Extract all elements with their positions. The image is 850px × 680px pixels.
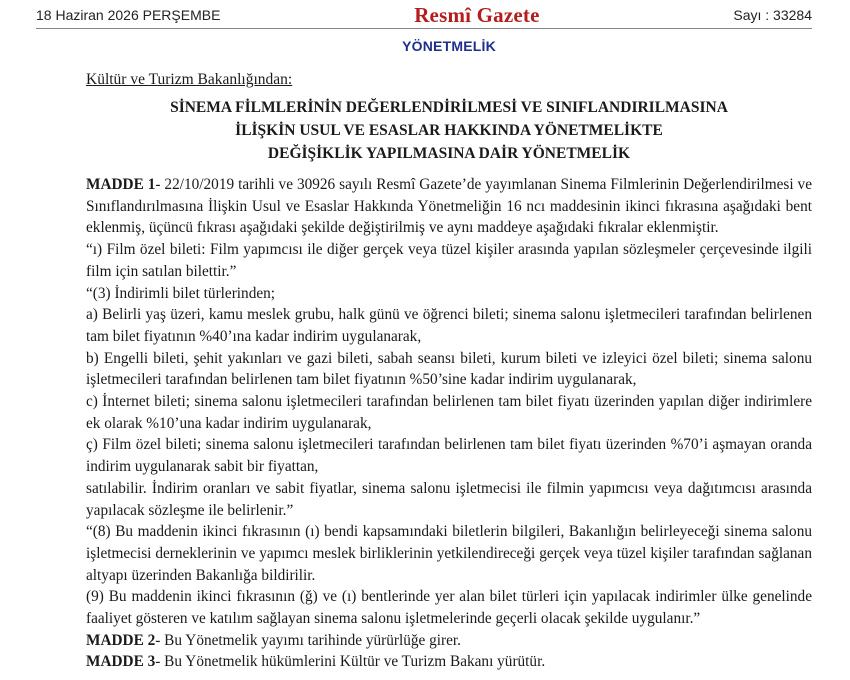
paragraph: “(3) İndirimli bilet türlerinden; <box>86 284 276 302</box>
article-text: - Bu Yönetmelik yayımı tarihinde yürürlüğe girer. <box>155 631 461 649</box>
paragraph: “(8) Bu maddenin ikinci fıkrasının (ı) bendi kapsamındaki biletlerin bilgileri, Bakanlığın belirleyeceği sinema salonu işletmecisi derneklerinin ve yapımcı meslek birliklerinin yetkilendireceği gerçek veya tüzel kişiler tarafından sağlanan altyapı üzerinden Bakanlığa bildirilir. <box>86 523 812 584</box>
title-line: SİNEMA FİLMLERİNİN DEĞERLENDİRİLMESİ VE SINIFLANDIRILMASINA <box>170 99 728 116</box>
title-line: İLİŞKİN USUL VE ESASLAR HAKKINDA YÖNETMELİKTE <box>235 122 663 139</box>
article-text: - Bu Yönetmelik hükümlerini Kültür ve Turizm Bakanı yürütür. <box>155 653 546 671</box>
issue-number: Sayı : 33284 <box>733 7 812 23</box>
article-label: MADDE 3 <box>86 653 156 671</box>
paragraph: (9) Bu maddenin ikinci fıkrasının (ğ) ve (ı) bentlerinde yer alan bilet türleri için yapılacak indirimler ülke genelinde faaliyet gösteren ve katılım sağlayan sinema salonu işletmelerinde geçerli olacak şekilde uygulanır.” <box>86 588 812 628</box>
article-2 <box>86 630 812 652</box>
regulation-body <box>86 174 812 673</box>
title-line: DEĞİŞİKLİK YAPILMASINA DAİR YÖNETMELİK <box>267 145 631 162</box>
issuing-ministry: Kültür ve Turizm Bakanlığından: <box>86 71 293 88</box>
article-text: - 22/10/2019 tarihli ve 30926 sayılı Resmî Gazete’de yayımlanan Sinema Filmlerinin Değerlendirilmesi ve Sınıflandırılmasına İlişkin Usul ve Esaslar Hakkında Yönetmeliğin 16 ncı maddesinin ikinci fıkrasına aşağıdaki bent eklenmiş, üçüncü fıkrası aşağıdaki şekilde değiştirilmiş ve aynı maddeye aşağıdaki fıkralar eklenmiştir. <box>86 176 812 237</box>
publication-date: 18 Haziran 2026 PERŞEMBE <box>36 7 221 23</box>
paragraph: ç) Film özel bileti; sinema salonu işletmecileri tarafından belirlenen tam bilet fiyatı üzerinden %70’i aşmayan oranda indirim uygulanarak sabit bir fiyattan, <box>86 436 812 476</box>
section-heading: YÖNETMELİK <box>402 38 496 54</box>
gazette-header <box>36 4 812 26</box>
article-label: MADDE 2 <box>86 631 156 649</box>
paragraph: b) Engelli bileti, şehit yakınları ve gazi bileti, sabah seansı bileti, kurum bileti ve izleyici özel bileti; sinema salonu işletmecileri tarafından belirlenen tam bilet fiyatının %50’sine kadar indirim uygulanarak, <box>86 349 812 389</box>
header-divider <box>36 28 812 29</box>
article-3 <box>86 651 812 673</box>
gazette-masthead: Resmî Gazete <box>414 2 540 27</box>
article-label: MADDE 1 <box>86 176 156 193</box>
regulation-title <box>86 96 812 165</box>
paragraph: c) İnternet bileti; sinema salonu işletmecileri tarafından belirlenen tam bilet fiyatı üzerinden yapılan diğer indirimlere ek olarak %10’una kadar indirim uygulanarak, <box>86 393 812 432</box>
paragraph: “ı) Film özel bileti: Film yapımcısı ile diğer gerçek veya tüzel kişiler arasında yapılan sözleşmeler çerçevesinde ilgili film için satılan bilettir.” <box>86 241 812 280</box>
paragraph: a) Belirli yaş üzeri, kamu meslek grubu, halk günü ve öğrenci bileti; sinema salonu işletmecileri tarafından belirlenen tam bilet fiyatının %40’ına kadar indirim uygulanarak, <box>86 306 812 345</box>
paragraph: satılabilir. İndirim oranları ve sabit fiyatlar, sinema salonu işletmecisi ile filmin yapımcısı veya dağıtımcısı arasında yapılacak sözleşme ile belirlenir.” <box>86 479 812 519</box>
article-1 <box>86 174 812 239</box>
